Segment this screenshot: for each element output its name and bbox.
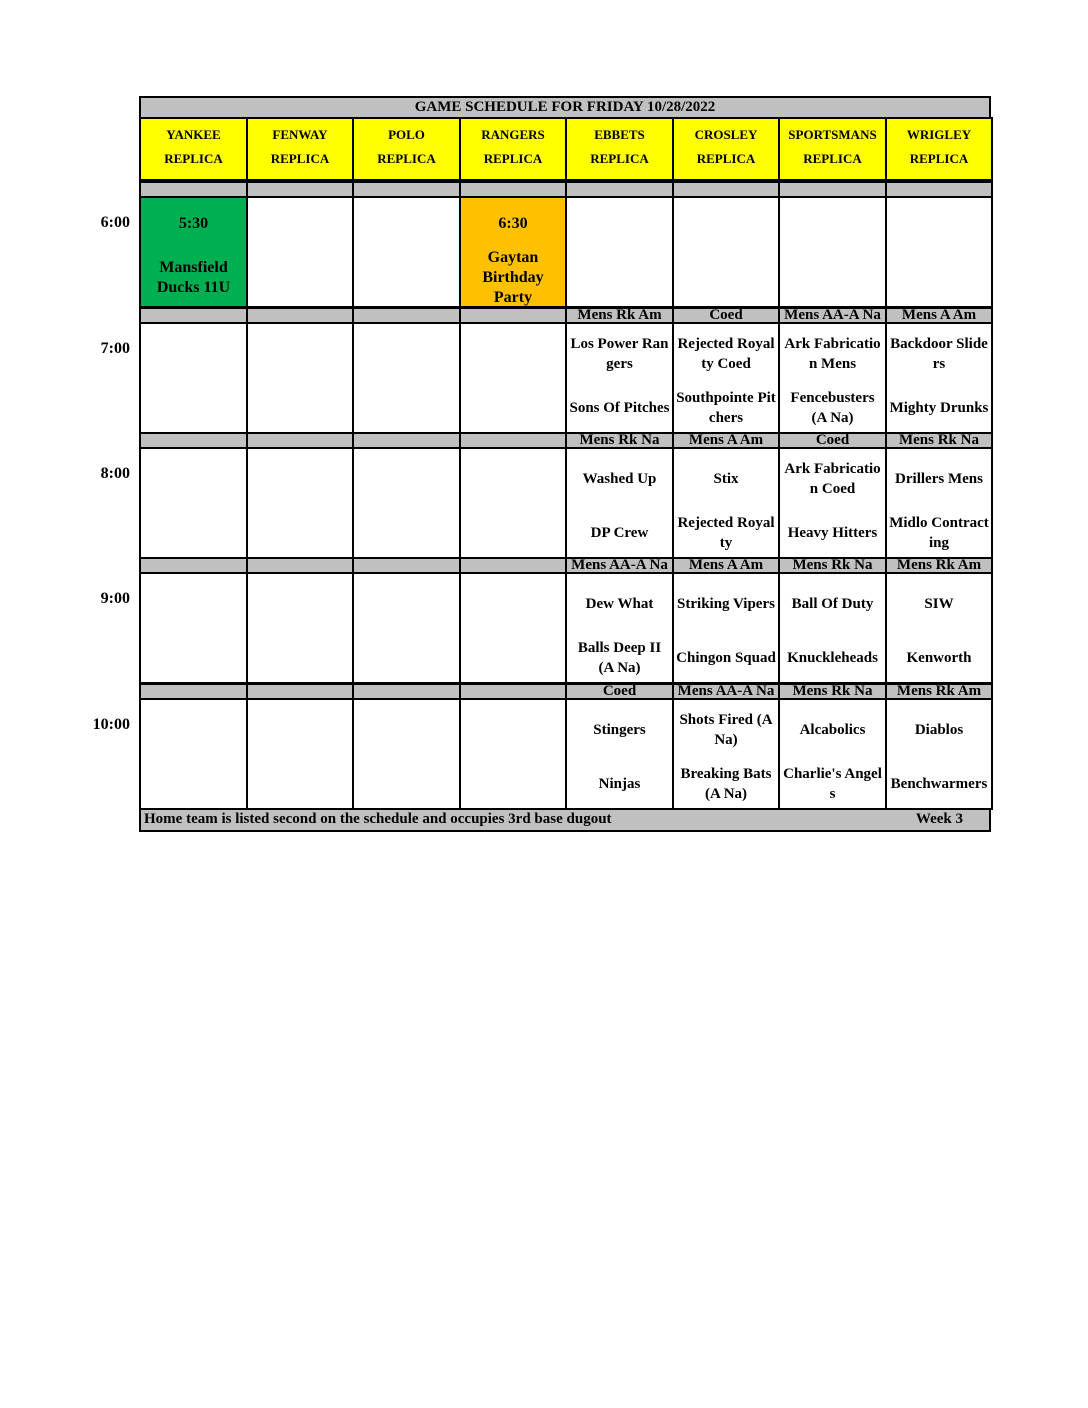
schedule-table bbox=[139, 96, 991, 832]
away-team: Ball Of Duty bbox=[791, 596, 874, 612]
division-cell: Mens AA-A Na bbox=[672, 683, 780, 700]
time-label: 7:00 bbox=[100, 340, 130, 357]
field-name: CROSLEY bbox=[694, 127, 758, 142]
division-cell: Mens Rk Am bbox=[565, 307, 674, 324]
home-team: Chingon Squad bbox=[676, 650, 776, 666]
division-cell: Coed bbox=[778, 432, 887, 449]
division-cell: Coed bbox=[672, 307, 780, 324]
field-sub: REPLICA bbox=[483, 151, 543, 166]
game-cell bbox=[778, 322, 887, 434]
field-header-sportsmans bbox=[778, 117, 887, 181]
game-cell bbox=[139, 196, 248, 308]
game-cell bbox=[885, 447, 993, 559]
time-label: 6:00 bbox=[100, 214, 130, 231]
home-team: Southpointe Pitchers bbox=[676, 390, 776, 426]
event-time: 5:30 bbox=[178, 215, 209, 232]
home-team: Mighty Drunks bbox=[889, 400, 989, 416]
game-cell bbox=[565, 196, 674, 308]
home-team: Kenworth bbox=[906, 650, 972, 666]
field-sub: REPLICA bbox=[803, 151, 862, 166]
home-team: Benchwarmers bbox=[890, 776, 988, 792]
field-header-ebbets bbox=[565, 117, 674, 181]
field-name: RANGERS bbox=[481, 127, 545, 142]
game-cell bbox=[352, 447, 461, 559]
game-cell bbox=[885, 322, 993, 434]
division-cell: Mens A Am bbox=[885, 307, 993, 324]
field-header-crosley bbox=[672, 117, 780, 181]
field-sub: REPLICA bbox=[590, 151, 649, 166]
away-team: Stingers bbox=[593, 722, 646, 738]
week-label: Week 3 bbox=[915, 811, 963, 827]
field-sub: REPLICA bbox=[909, 151, 969, 166]
away-team: Alcabolics bbox=[799, 722, 866, 738]
away-team: Shots Fired (A Na) bbox=[679, 712, 773, 748]
game-cell bbox=[139, 698, 248, 810]
game-cell bbox=[672, 447, 780, 559]
field-sub: REPLICA bbox=[696, 151, 756, 166]
game-cell bbox=[246, 447, 354, 559]
field-header-fenway bbox=[246, 117, 354, 181]
game-cell bbox=[246, 572, 354, 684]
home-team: Sons Of Pitches bbox=[569, 400, 670, 416]
away-team: Rejected Royalty Coed bbox=[677, 336, 775, 372]
away-team: Stix bbox=[713, 471, 739, 487]
schedule-title: GAME SCHEDULE FOR FRIDAY 10/28/2022 bbox=[139, 96, 991, 119]
game-cell bbox=[459, 447, 567, 559]
event-name: Gaytan Birthday Party bbox=[482, 249, 544, 306]
home-team: Charlie's Angels bbox=[783, 766, 882, 802]
field-name: SPORTSMANS bbox=[788, 127, 877, 142]
game-cell bbox=[565, 572, 674, 684]
time-label: 10:00 bbox=[92, 716, 130, 733]
game-cell bbox=[778, 572, 887, 684]
game-cell bbox=[885, 698, 993, 810]
event-name: Mansfield Ducks 11U bbox=[156, 259, 231, 296]
away-team: Dew What bbox=[585, 596, 654, 612]
game-cell bbox=[352, 698, 461, 810]
game-cell bbox=[246, 698, 354, 810]
game-cell bbox=[246, 322, 354, 434]
home-team: Breaking Bats (A Na) bbox=[680, 766, 772, 802]
home-team: DP Crew bbox=[590, 525, 649, 541]
game-cell bbox=[565, 698, 674, 810]
game-cell bbox=[459, 698, 567, 810]
game-cell bbox=[246, 196, 354, 308]
field-sub: REPLICA bbox=[270, 151, 330, 166]
division-cell: Mens Rk Am bbox=[885, 557, 993, 574]
game-cell bbox=[565, 447, 674, 559]
division-cell: Coed bbox=[565, 683, 674, 700]
away-team: Diablos bbox=[914, 722, 964, 738]
field-name: EBBETS bbox=[594, 127, 645, 142]
game-cell bbox=[778, 698, 887, 810]
division-cell: Mens AA-A Na bbox=[778, 307, 887, 324]
field-name: WRIGLEY bbox=[906, 127, 972, 142]
away-team: Striking Vipers bbox=[677, 596, 775, 612]
game-cell bbox=[565, 322, 674, 434]
home-team: Rejected Royalty bbox=[677, 515, 775, 551]
game-cell bbox=[672, 572, 780, 684]
home-team: Fencebusters (A Na) bbox=[790, 390, 875, 426]
home-team: Knuckleheads bbox=[787, 650, 878, 666]
division-cell: Mens Rk Am bbox=[885, 683, 993, 700]
game-cell bbox=[885, 572, 993, 684]
field-name: FENWAY bbox=[272, 127, 328, 142]
time-label: 8:00 bbox=[100, 465, 130, 482]
game-cell bbox=[672, 196, 780, 308]
field-sub: REPLICA bbox=[164, 151, 223, 166]
game-cell bbox=[139, 447, 248, 559]
game-cell bbox=[885, 196, 993, 308]
home-team: Midlo Contracting bbox=[889, 515, 989, 551]
home-team: Ninjas bbox=[598, 776, 641, 792]
game-cell bbox=[459, 322, 567, 434]
game-cell bbox=[778, 447, 887, 559]
division-cell: Mens Rk Na bbox=[778, 557, 887, 574]
field-name: POLO bbox=[388, 127, 425, 142]
home-team: Balls Deep II (A Na) bbox=[577, 640, 662, 676]
game-cell bbox=[352, 322, 461, 434]
field-name: YANKEE bbox=[166, 127, 221, 142]
division-cell: Mens Rk Na bbox=[565, 432, 674, 449]
game-cell bbox=[139, 572, 248, 684]
away-team: Washed Up bbox=[582, 471, 657, 487]
time-label: 9:00 bbox=[100, 590, 130, 607]
field-header-polo bbox=[352, 117, 461, 181]
game-cell bbox=[672, 322, 780, 434]
footer-note: Home team is listed second on the schedule and occupies 3rd base dugout bbox=[144, 811, 612, 827]
field-header-yankee bbox=[139, 117, 248, 181]
away-team: Ark Fabrication Mens bbox=[784, 336, 881, 372]
event-time: 6:30 bbox=[498, 215, 528, 232]
away-team: Drillers Mens bbox=[895, 471, 983, 487]
away-team: Los Power Rangers bbox=[570, 336, 669, 372]
game-cell bbox=[352, 196, 461, 308]
field-header-rangers bbox=[459, 117, 567, 181]
division-cell: Mens A Am bbox=[672, 432, 780, 449]
footer-bar bbox=[139, 808, 991, 832]
division-cell: Mens Rk Na bbox=[778, 683, 887, 700]
away-team: Backdoor Sliders bbox=[890, 336, 988, 372]
game-cell bbox=[352, 572, 461, 684]
division-cell: Mens A Am bbox=[672, 557, 780, 574]
game-cell bbox=[459, 572, 567, 684]
field-sub: REPLICA bbox=[377, 151, 436, 166]
field-header-wrigley bbox=[885, 117, 993, 181]
game-cell bbox=[139, 322, 248, 434]
game-cell bbox=[778, 196, 887, 308]
away-team: SIW bbox=[924, 596, 954, 612]
division-cell: Mens AA-A Na bbox=[565, 557, 674, 574]
home-team: Heavy Hitters bbox=[787, 525, 878, 541]
game-cell bbox=[459, 196, 567, 308]
division-cell: Mens Rk Na bbox=[885, 432, 993, 449]
away-team: Ark Fabrication Coed bbox=[784, 461, 881, 497]
game-cell bbox=[672, 698, 780, 810]
